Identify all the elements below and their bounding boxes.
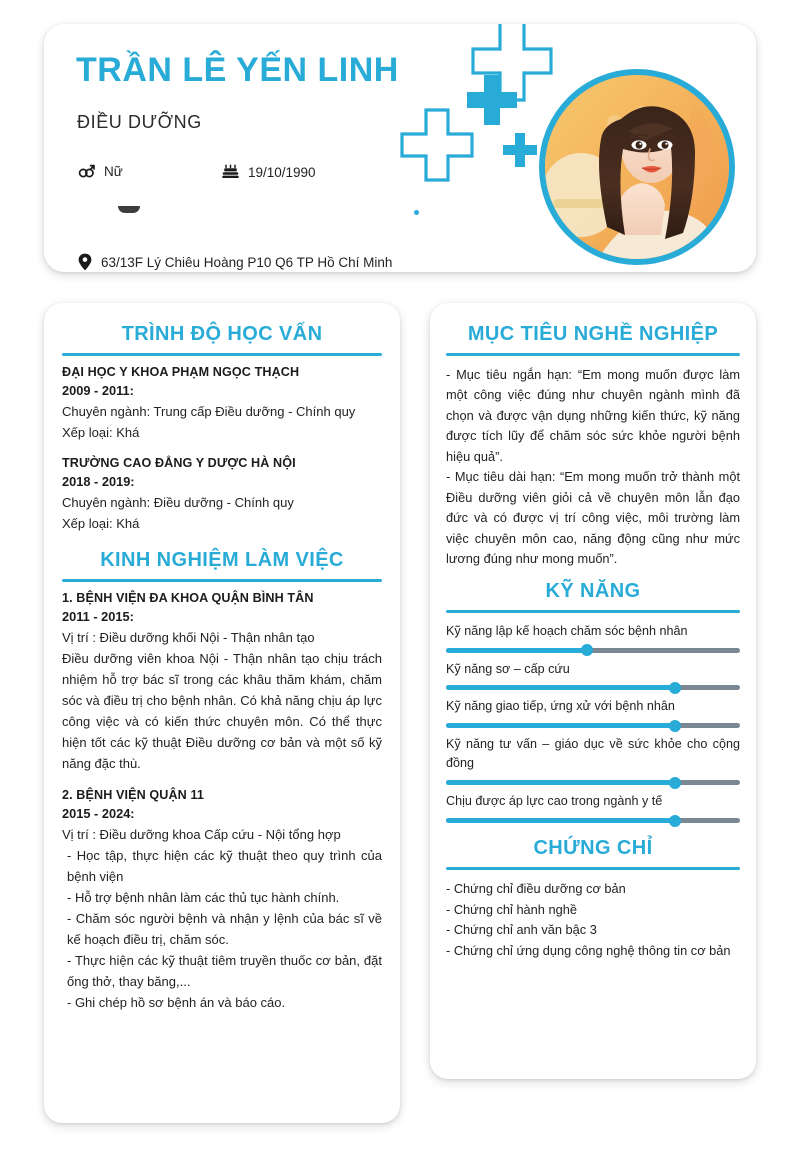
skill-progress-fill — [446, 818, 675, 823]
portrait-photo — [545, 75, 729, 259]
birthday-cake-icon — [222, 164, 239, 180]
location-pin-icon — [78, 253, 92, 271]
skill-progress-knob[interactable] — [669, 815, 681, 827]
cross-outline-medium-icon — [469, 24, 555, 104]
header-card — [44, 24, 756, 272]
education-grade: Xếp loại: Khá — [62, 516, 140, 532]
education-section-title: TRÌNH ĐỘ HỌC VẤN — [121, 323, 323, 345]
skill-progress-bar[interactable] — [446, 723, 740, 728]
education-years: 2009 - 2011: — [62, 383, 134, 398]
skill-progress-bar[interactable] — [446, 685, 740, 690]
objective-paragraph: - Mục tiêu ngắn hạn: “Em mong muốn được làm một công việc đúng như chuyên ngành mình đã chọn và được vận dụng những kiến thức, kỹ năng được tích lũy để chăm sóc sức khỏe người bệnh hiệu quả”. — [446, 367, 740, 464]
skill-progress-fill — [446, 685, 675, 690]
education-grade: Xếp loại: Khá — [62, 425, 140, 441]
skill-item — [446, 622, 740, 653]
skill-progress-knob[interactable] — [669, 720, 681, 732]
education-entry — [62, 365, 382, 443]
experience-bullet: - Học tập, thực hiện các kỹ thuật theo quy trình của bệnh viện — [67, 847, 382, 884]
skill-progress-bar[interactable] — [446, 780, 740, 785]
skill-progress-bar[interactable] — [446, 818, 740, 823]
info-gender — [78, 164, 123, 179]
experience-divider — [62, 579, 382, 582]
education-entry — [62, 456, 382, 534]
certificate-item: - Chứng chỉ ứng dụng công nghệ thông tin cơ bản — [446, 943, 731, 959]
certificate-item: - Chứng chỉ anh văn bậc 3 — [446, 922, 597, 938]
left-column-card — [44, 303, 400, 1123]
skill-progress-fill — [446, 648, 587, 653]
certificates-section-title: CHỨNG CHỈ — [533, 837, 653, 860]
dot-decoration-small — [414, 210, 419, 215]
info-address — [78, 253, 392, 271]
skill-progress-bar[interactable] — [446, 648, 740, 653]
certificates-divider — [446, 867, 740, 870]
education-divider — [62, 353, 382, 356]
skill-progress-fill — [446, 723, 675, 728]
experience-bullet: - Thực hiện các kỹ thuật tiêm truyền thuốc cơ bản, đặt ống thở, thay băng,... — [67, 952, 382, 989]
experience-position: Vị trí : Điều dưỡng khối Nội - Thận nhân tạo — [62, 630, 315, 646]
skill-item — [446, 660, 740, 691]
right-column-card — [430, 303, 756, 1079]
objective-divider — [446, 353, 740, 356]
skills-divider — [446, 610, 740, 613]
certificate-item: - Chứng chỉ điều dưỡng cơ bản — [446, 881, 626, 897]
skill-progress-knob[interactable] — [669, 682, 681, 694]
education-major: Chuyên ngành: Trung cấp Điều dưỡng - Chính quy — [62, 404, 356, 419]
skills-section-title: KỸ NĂNG — [545, 579, 641, 602]
experience-description: Điều dưỡng viên khoa Nội - Thận nhân tạo chịu trách nhiệm hỗ trợ bác sĩ trong các khâu thăm khám, chăm sóc và điều trị cho bệnh nhân. Có khả năng chịu áp lực công việc và có kiến thức chuyên môn. Có thể thực hiện tốt các kỹ thuật Điều dưỡng cơ bản và một số kỹ năng đặc thù. — [62, 651, 382, 772]
skill-label: Kỹ năng tư vấn – giáo dục về sức khỏe cho cộng đồng — [446, 737, 740, 771]
clipped-text-artifact — [118, 206, 140, 213]
gender-value: Nữ — [104, 164, 123, 179]
address-value: 63/13F Lý Chiêu Hoàng P10 Q6 TP Hồ Chí Minh — [101, 254, 393, 270]
skill-item — [446, 735, 740, 785]
objective-section-title: MỤC TIÊU NGHỀ NGHIỆP — [467, 323, 719, 345]
experience-years: 2015 - 2024: — [62, 805, 135, 821]
experience-position: Vị trí : Điều dưỡng khoa Cấp cứu - Nội tổng hợp — [62, 826, 341, 842]
experience-entry — [62, 591, 382, 774]
birthday-value: 19/10/1990 — [248, 164, 316, 180]
experience-years: 2011 - 2015: — [62, 609, 134, 625]
skill-label: Chịu được áp lực cao trong ngành y tế — [446, 794, 663, 809]
experience-bullet: - Hỗ trợ bệnh nhân làm các thủ tục hành chính. — [67, 889, 340, 905]
objective-paragraph: - Mục tiêu dài hạn: “Em mong muốn trở thành một Điều dưỡng viên giỏi cả về chuyên môn lẫn đạo đức và có được vị trí công việc, môi trường làm việc chuyên môn cao, năng động cũng như mức lương đúng như mong muốn”. — [446, 469, 740, 567]
info-birthday — [222, 164, 316, 180]
skill-label: Kỹ năng sơ – cấp cứu — [446, 661, 570, 676]
education-school: ĐẠI HỌC Y KHOA PHẠM NGỌC THẠCH — [62, 365, 300, 379]
skill-progress-knob[interactable] — [581, 644, 593, 656]
cross-solid-small-icon — [501, 131, 539, 169]
experience-company: 2. BỆNH VIỆN QUẬN 11 — [62, 787, 204, 802]
experience-bullet: - Chăm sóc người bệnh và nhận y lệnh của bác sĩ về kế hoạch điều trị, chăm sóc. — [67, 910, 382, 947]
avatar — [539, 69, 735, 265]
gender-icon — [78, 164, 95, 179]
experience-bullet: - Ghi chép hồ sơ bệnh án và báo cáo. — [67, 994, 286, 1010]
skill-item — [446, 697, 740, 728]
page-title: TRẦN LÊ YẾN LINH — [76, 51, 399, 89]
skill-progress-fill — [446, 780, 675, 785]
experience-entry — [62, 788, 382, 1013]
education-major: Chuyên ngành: Điều dưỡng - Chính quy — [62, 495, 294, 511]
job-role: ĐIỀU DƯỠNG — [77, 112, 202, 132]
education-school: TRƯỜNG CAO ĐẲNG Y DƯỢC HÀ NỘI — [62, 456, 296, 471]
education-years: 2018 - 2019: — [62, 474, 135, 490]
skill-label: Kỹ năng lập kế hoạch chăm sóc bệnh nhân — [446, 623, 688, 638]
skill-progress-knob[interactable] — [669, 777, 681, 789]
experience-section-title: KINH NGHIỆM LÀM VIỆC — [100, 549, 344, 572]
skill-label: Kỹ năng giao tiếp, ứng xử với bệnh nhân — [446, 699, 675, 714]
experience-company: 1. BỆNH VIỆN ĐA KHOA QUẬN BÌNH TÂN — [62, 591, 314, 606]
certificate-item: - Chứng chỉ hành nghề — [446, 901, 577, 917]
skill-item — [446, 792, 740, 823]
